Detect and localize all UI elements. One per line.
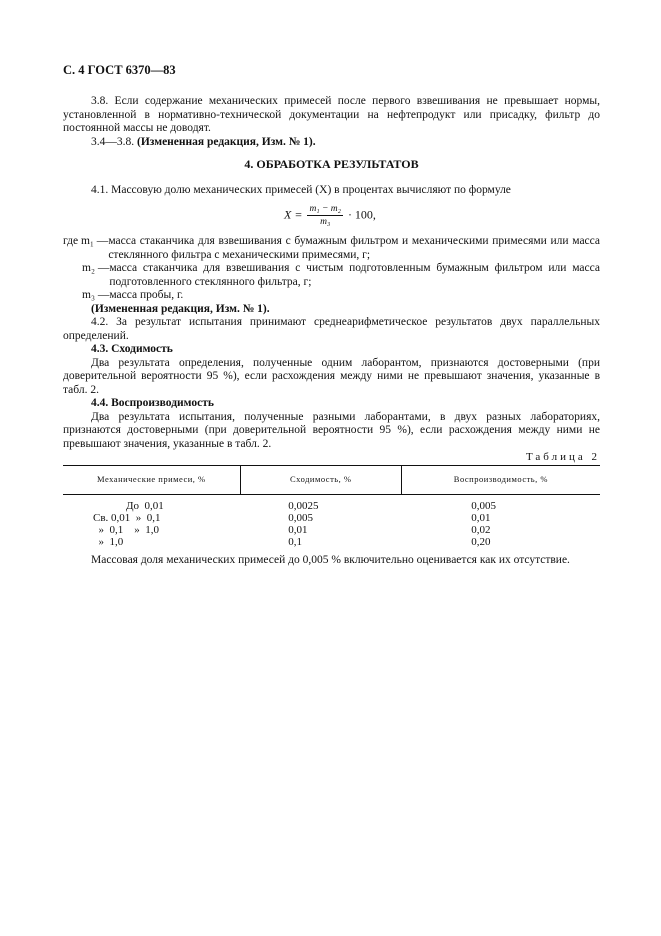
formula-lhs: X = xyxy=(284,207,303,222)
section-title: 4. ОБРАБОТКА РЕЗУЛЬТАТОВ xyxy=(244,157,419,171)
column-header: Механические примеси, % xyxy=(63,466,240,495)
closing-paragraph: Массовая доля механических примесей до 0,005 % включительно оценивается как их отсутствие. xyxy=(91,554,570,566)
legend-label: где m₁ — xyxy=(63,235,109,247)
legend-text: масса пробы, г. xyxy=(109,289,184,301)
table-cell: 0,005 xyxy=(288,512,313,524)
table-cell: 0,01 xyxy=(288,524,308,536)
paragraph-4-1: 4.1. Массовую долю механических примесей (X) в процентах вычисляют по формуле xyxy=(91,184,511,196)
legend-text: масса стаканчика для взвешивания с чистым подготовленным бумажным фильтром или масса подготовленного стеклянного фильтра, г; xyxy=(109,262,600,288)
table-header-row xyxy=(63,466,600,495)
formula-fraction xyxy=(307,203,343,228)
heading-4-3: 4.3. Сходимость xyxy=(91,343,173,355)
table-cell: До 0,01 xyxy=(93,500,164,512)
table-row xyxy=(63,512,600,524)
legend-row xyxy=(63,235,600,262)
amendment-note-3-4 xyxy=(63,136,600,150)
formula-legend xyxy=(63,235,600,451)
table-cell: 0,20 xyxy=(471,536,491,548)
clause-4-1 xyxy=(63,184,600,198)
table-2 xyxy=(63,465,600,548)
formula xyxy=(284,203,376,228)
column-header: Сходимость, % xyxy=(240,466,401,495)
paragraph-4-2: 4.2. За результат испытания принимают среднеарифметическое результатов двух параллельных определений. xyxy=(63,316,600,342)
heading-4-4: 4.4. Воспроизводимость xyxy=(91,397,214,409)
closing-block xyxy=(63,554,600,568)
formula-tail: · 100, xyxy=(347,207,376,222)
legend-text: масса стаканчика для взвешивания с бумажным фильтром и механическими примесями или масса стеклянного фильтра с механическими примесями, г; xyxy=(108,235,600,261)
table-row xyxy=(63,536,600,548)
table-cell: » 1,0 xyxy=(93,536,124,548)
formula-numerator: m₁ − m₂ xyxy=(309,204,341,214)
page-header: С. 4 ГОСТ 6370—83 xyxy=(63,63,176,77)
table-cell: 0,02 xyxy=(471,524,491,536)
formula-denominator: m₃ xyxy=(320,217,331,227)
legend-label: m₂ — xyxy=(82,262,110,274)
paragraph-3-8: 3.8. Если содержание механических примесей после первого взвешивания не превышает нормы, установленной в нормативно-технической документации на нефтепродукт или присадку, фильтр до постоянной массы не доводят. xyxy=(63,95,600,134)
amendment-note-4-1: (Измененная редакция, Изм. № 1). xyxy=(91,302,270,315)
paragraph-4-3: Два результата определения, полученные одним лаборантом, признаются достоверными (при доверительной вероятности 95 %), если расхождения между ними не превышают значения, указанные в табл. 2. xyxy=(63,356,600,396)
table-cell: 0,01 xyxy=(471,512,491,524)
paragraph-4-4: Два результата испытания, полученные разными лаборантами, в двух разных лабораториях, признаются достоверными (при доверительной вероятности 95 %), если расхождения между ними не превышают значения, указанные в табл. 2. xyxy=(63,410,600,450)
clause-3-8 xyxy=(63,95,600,149)
legend-label: m₃ — xyxy=(82,289,110,301)
clause-range: 3.4—3.8. xyxy=(91,135,135,148)
table-cell: 0,005 xyxy=(471,500,497,512)
table-cell: » 0,1 » 1,0 xyxy=(93,524,159,536)
table-row xyxy=(63,524,600,536)
table-caption: Таблица 2 xyxy=(525,451,600,463)
amendment-text: (Измененная редакция, Изм. № 1). xyxy=(137,135,316,148)
table-row xyxy=(63,495,600,513)
table-cell: 0,0025 xyxy=(288,500,319,512)
legend-row xyxy=(63,289,600,303)
table-cell: Св. 0,01 » 0,1 xyxy=(93,512,161,524)
column-header: Воспроизводимость, % xyxy=(401,466,600,495)
legend-row xyxy=(63,262,600,289)
table-cell: 0,1 xyxy=(288,536,302,548)
